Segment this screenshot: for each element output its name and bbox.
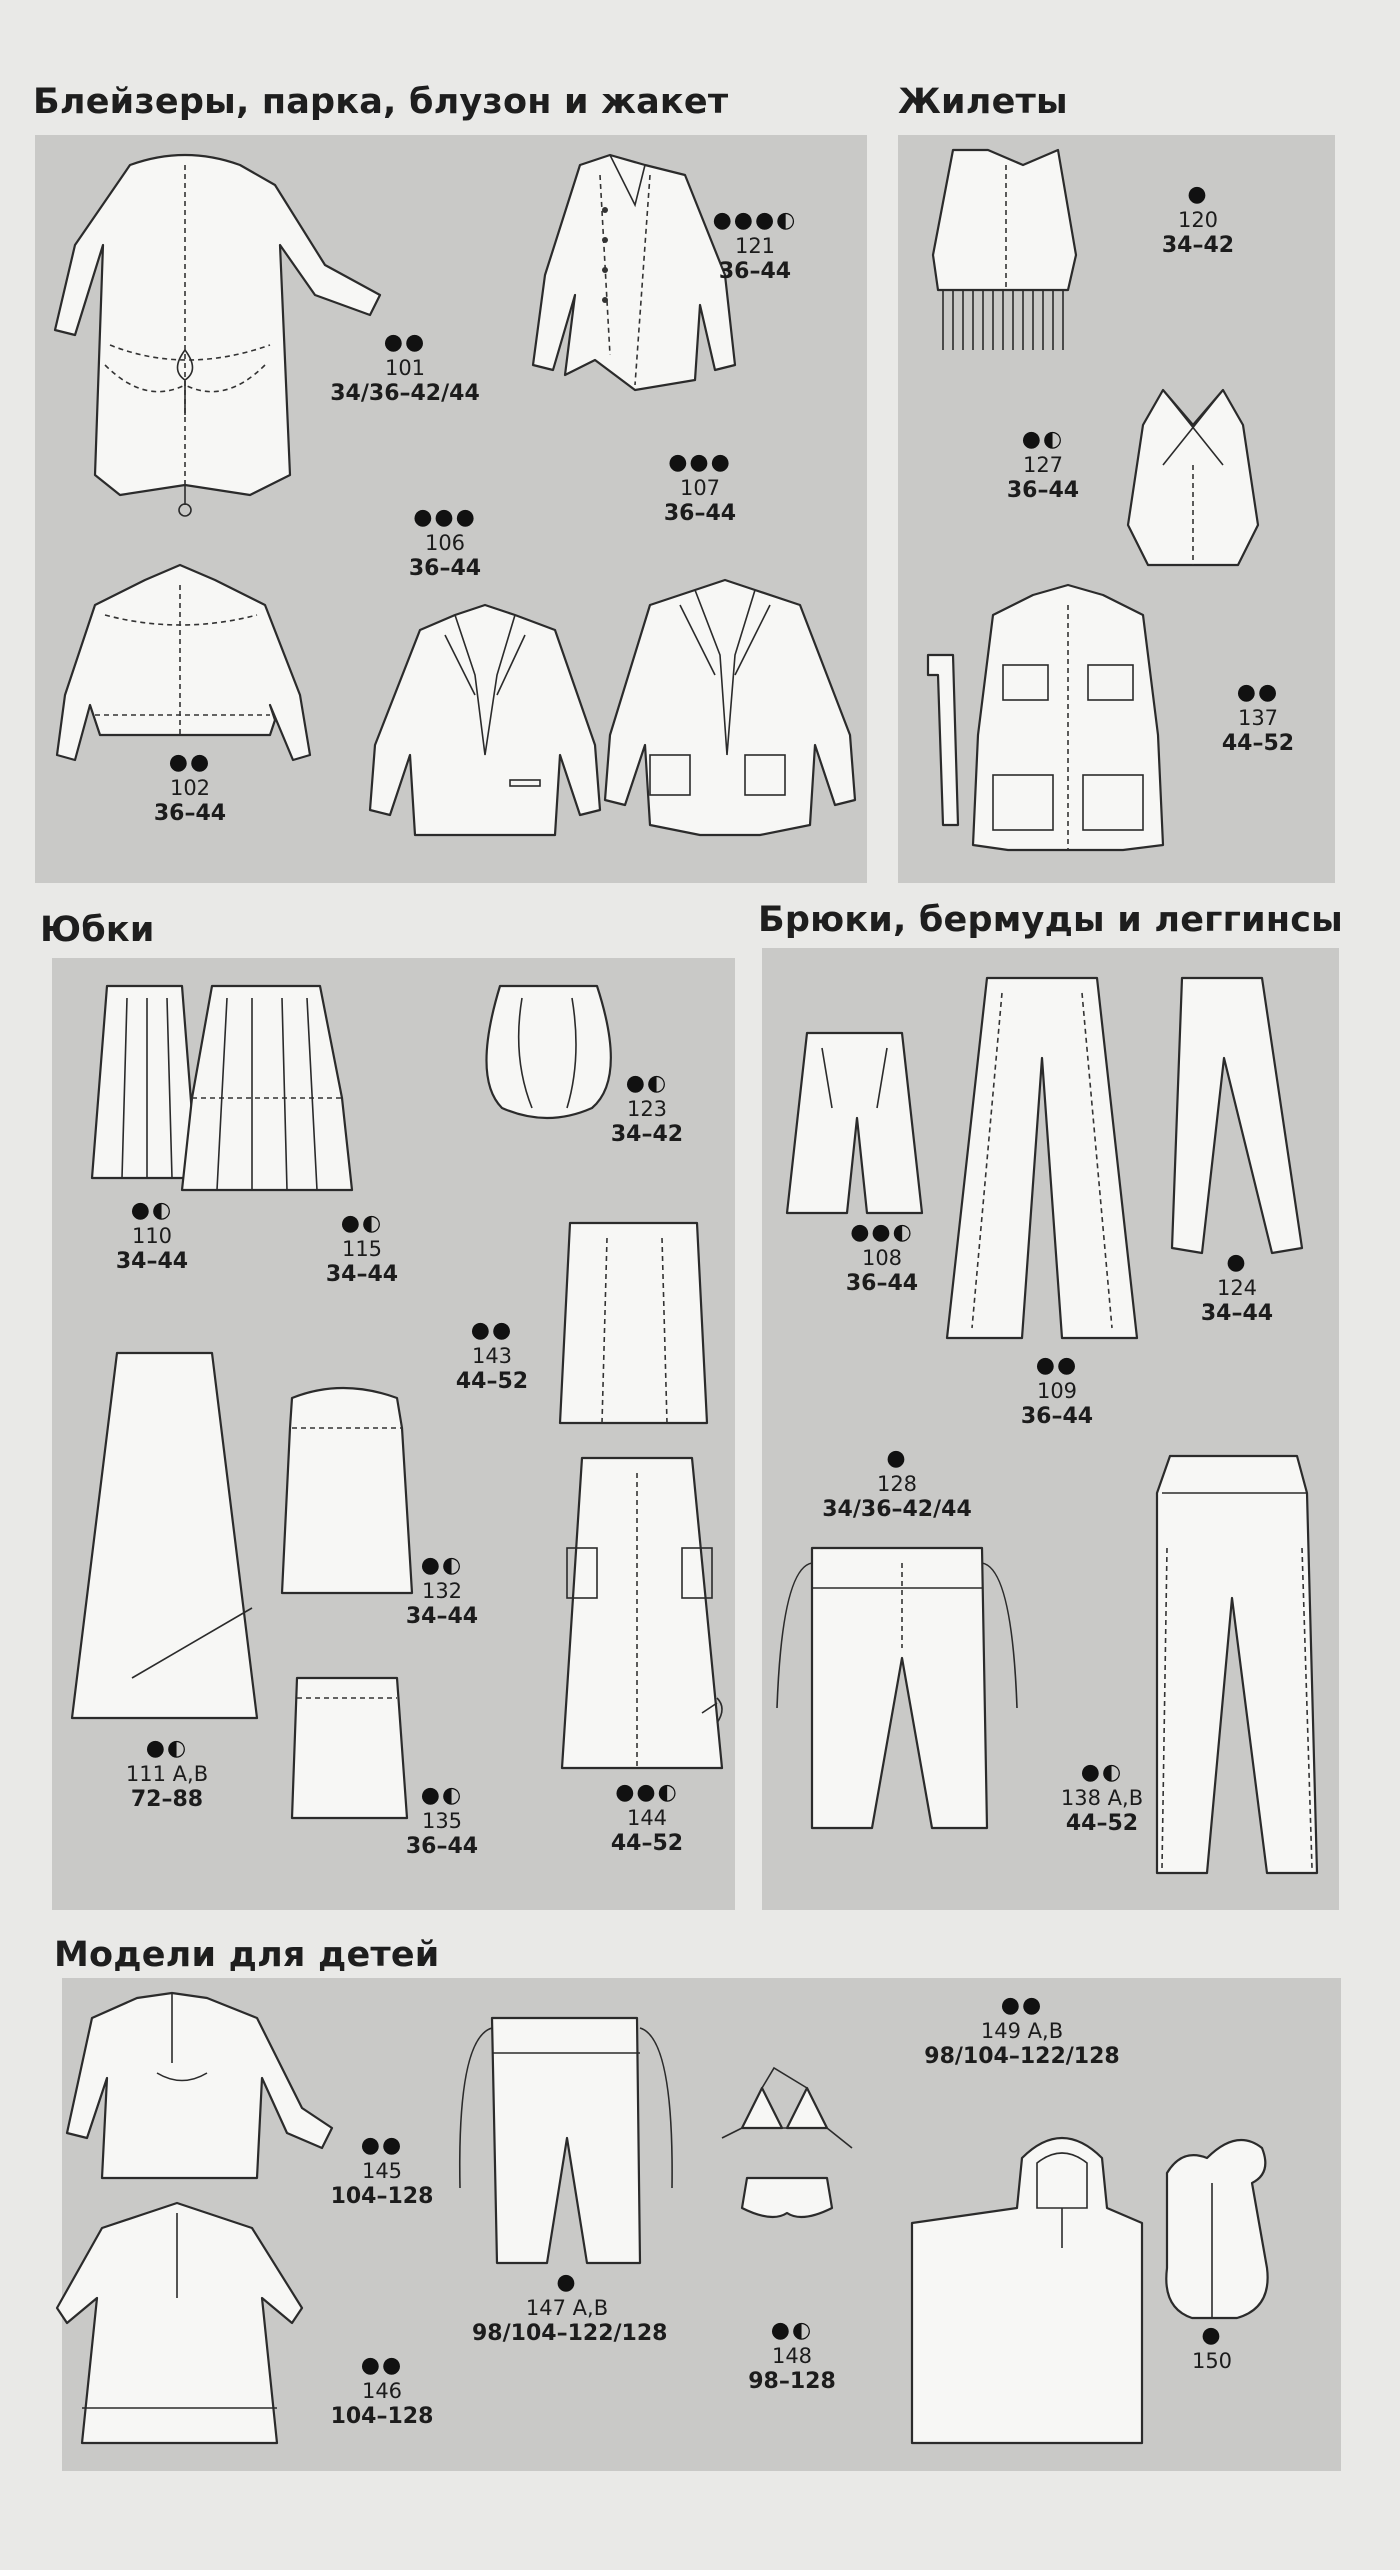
difficulty-dots-127: ●◐: [1021, 427, 1065, 452]
model-number-132: 132: [421, 1579, 463, 1603]
model-sizes-115: 34–44: [325, 1261, 399, 1287]
panel-kids: [62, 1978, 1341, 2471]
model-sizes-146: 104–128: [330, 2403, 434, 2429]
sketch-146-dress: [57, 2203, 302, 2443]
panel-blazers: [35, 135, 867, 883]
model-number-146: 146: [361, 2379, 403, 2403]
difficulty-dots-110: ●◐: [130, 1198, 174, 1223]
model-number-145: 145: [361, 2159, 403, 2183]
sketch-124-leggings: [1172, 978, 1302, 1253]
difficulty-dots-144: ●●◐: [615, 1780, 679, 1805]
model-sizes-120: 34–42: [1161, 232, 1235, 258]
model-sizes-128: 34/36–42/44: [822, 1496, 972, 1522]
difficulty-dots-123: ●◐: [625, 1071, 669, 1096]
section-title-blazers: Блейзеры, парка, блузон и жакет: [33, 82, 729, 122]
model-sizes-121: 36–44: [718, 258, 792, 284]
sketch-138-maternity-trousers: [1157, 1456, 1317, 1873]
sketch-149-poncho: [912, 2138, 1142, 2443]
sketch-107-blazer: [605, 580, 855, 835]
model-number-106: 106: [424, 531, 466, 555]
difficulty-dots-135: ●◐: [420, 1783, 464, 1808]
difficulty-dots-147: ●: [556, 2270, 578, 2295]
model-number-143: 143: [471, 1344, 513, 1368]
sketch-111-maxi-skirt: [72, 1353, 257, 1718]
sketch-108-bermuda: [787, 1033, 922, 1213]
difficulty-dots-143: ●●: [470, 1318, 514, 1343]
model-number-135: 135: [421, 1809, 463, 1833]
difficulty-dots-138: ●◐: [1080, 1760, 1124, 1785]
model-sizes-137: 44–52: [1221, 730, 1295, 756]
model-sizes-149: 98/104–122/128: [924, 2043, 1120, 2069]
difficulty-dots-148: ●◐: [770, 2318, 814, 2343]
vest-sketches: [898, 135, 1335, 883]
model-sizes-143: 44–52: [455, 1368, 529, 1394]
sketch-144-cargo-skirt: [562, 1458, 722, 1768]
model-sizes-147: 98/104–122/128: [472, 2320, 668, 2346]
sketch-145-blouse: [67, 1993, 332, 2178]
model-number-115: 115: [341, 1237, 383, 1261]
model-number-102: 102: [169, 776, 211, 800]
sketch-109-wide-trousers: [947, 978, 1137, 1338]
model-sizes-107: 36–44: [663, 500, 737, 526]
difficulty-dots-108: ●●◐: [850, 1220, 914, 1245]
model-number-107: 107: [679, 476, 721, 500]
sketch-102-blouson: [57, 565, 310, 760]
difficulty-dots-149: ●●: [1000, 1993, 1044, 2018]
model-number-109: 109: [1036, 1379, 1078, 1403]
model-sizes-101: 34/36–42/44: [330, 380, 480, 406]
model-sizes-135: 36–44: [405, 1833, 479, 1859]
model-sizes-124: 34–44: [1200, 1300, 1274, 1326]
difficulty-dots-150: ●: [1201, 2323, 1223, 2348]
sketch-128-cropped-trousers: [777, 1548, 1017, 1828]
model-sizes-145: 104–128: [330, 2183, 434, 2209]
model-sizes-106: 36–44: [408, 555, 482, 581]
difficulty-dots-132: ●◐: [420, 1553, 464, 1578]
sketch-150-bag: [1166, 2140, 1267, 2318]
model-number-144: 144: [626, 1806, 668, 1830]
difficulty-dots-115: ●◐: [340, 1211, 384, 1236]
model-number-108: 108: [861, 1246, 903, 1270]
sketch-110-pleated-skirt: [92, 986, 197, 1178]
model-sizes-148: 98–128: [748, 2368, 836, 2394]
panel-vests: [898, 135, 1335, 883]
sketch-148-bikini: [722, 2068, 852, 2217]
difficulty-dots-111: ●◐: [145, 1736, 189, 1761]
model-number-147: 147 A,B: [525, 2296, 609, 2320]
model-number-123: 123: [626, 1097, 668, 1121]
difficulty-dots-146: ●●: [360, 2353, 404, 2378]
difficulty-dots-120: ●: [1187, 182, 1209, 207]
model-number-110: 110: [131, 1224, 173, 1248]
model-sizes-138: 44–52: [1065, 1810, 1139, 1836]
difficulty-dots-102: ●●: [168, 750, 212, 775]
model-sizes-108: 36–44: [845, 1270, 919, 1296]
model-sizes-102: 36–44: [153, 800, 227, 826]
difficulty-dots-101: ●●: [383, 330, 427, 355]
model-sizes-127: 36–44: [1006, 477, 1080, 503]
model-number-111: 111 A,B: [125, 1762, 209, 1786]
sketch-115-tiered-skirt: [182, 986, 352, 1190]
section-title-vests: Жилеты: [898, 82, 1068, 122]
kids-sketches: [62, 1978, 1341, 2471]
model-number-101: 101: [384, 356, 426, 380]
sketch-147-trousers: [460, 2018, 672, 2263]
model-number-128: 128: [876, 1472, 918, 1496]
model-sizes-123: 34–42: [610, 1121, 684, 1147]
section-title-kids: Модели для детей: [54, 1935, 440, 1975]
model-number-120: 120: [1177, 208, 1219, 232]
difficulty-dots-124: ●: [1226, 1250, 1248, 1275]
model-number-121: 121: [734, 234, 776, 258]
panel-trousers: [762, 948, 1339, 1910]
difficulty-dots-106: ●●●: [413, 505, 477, 530]
section-title-trousers: Брюки, бермуды и леггинсы: [758, 900, 1344, 940]
section-title-skirts: Юбки: [40, 910, 155, 950]
model-sizes-144: 44–52: [610, 1830, 684, 1856]
sketch-120-fringe-vest: [933, 150, 1076, 350]
model-sizes-109: 36–44: [1020, 1403, 1094, 1429]
sketch-143-pencil-skirt: [560, 1223, 707, 1423]
sketch-137-utility-vest: [928, 585, 1163, 850]
model-number-149: 149 A,B: [980, 2019, 1064, 2043]
model-sizes-110: 34–44: [115, 1248, 189, 1274]
model-number-150: 150: [1191, 2349, 1233, 2373]
model-number-148: 148: [771, 2344, 813, 2368]
panel-skirts: [52, 958, 735, 1910]
difficulty-dots-109: ●●: [1035, 1353, 1079, 1378]
model-sizes-111: 72–88: [130, 1786, 204, 1812]
model-number-124: 124: [1216, 1276, 1258, 1300]
difficulty-dots-128: ●: [886, 1446, 908, 1471]
model-sizes-132: 34–44: [405, 1603, 479, 1629]
model-number-138: 138 A,B: [1060, 1786, 1144, 1810]
sketch-127-wrap-vest: [1128, 390, 1258, 565]
model-number-137: 137: [1237, 706, 1279, 730]
difficulty-dots-121: ●●●◐: [712, 208, 798, 233]
sketch-106-blazer: [370, 605, 600, 835]
difficulty-dots-145: ●●: [360, 2133, 404, 2158]
difficulty-dots-137: ●●: [1236, 680, 1280, 705]
difficulty-dots-107: ●●●: [668, 450, 732, 475]
model-number-127: 127: [1022, 453, 1064, 477]
